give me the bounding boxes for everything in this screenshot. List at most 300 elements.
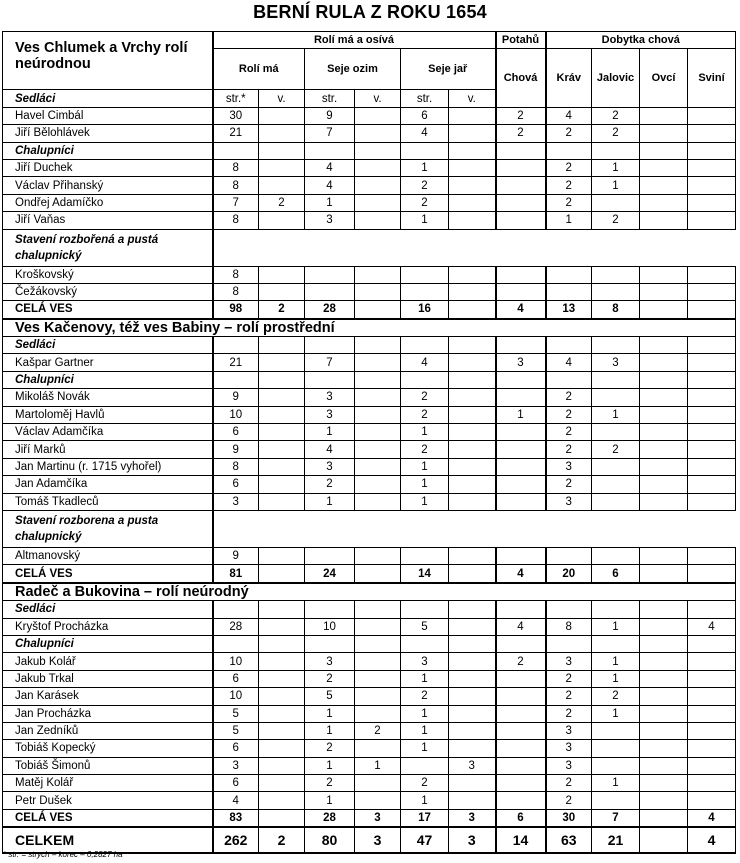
cell-value: 28: [305, 809, 355, 827]
cell-value: 7: [592, 809, 640, 827]
cell-value: [449, 177, 496, 194]
row-name: CELÁ VES: [3, 301, 213, 319]
row-name: Altmanovský: [3, 547, 213, 564]
cell-value: [259, 424, 305, 441]
group-header-potahu: Potahů: [496, 32, 546, 49]
cell-value: 30: [213, 107, 259, 124]
cell-value: 6: [213, 670, 259, 687]
cell-value: [496, 389, 546, 406]
cell-value: 6: [213, 476, 259, 493]
section-label: Sedláci: [3, 90, 213, 107]
village-heading: Radeč a Bukovina – rolí neúrodný: [3, 583, 736, 601]
empty-cell: [688, 142, 736, 159]
empty-cell: [592, 229, 640, 266]
cell-value: [592, 493, 640, 510]
section-label-row: [3, 510, 736, 547]
cell-value: 3: [401, 653, 449, 670]
section-label-row: [3, 371, 736, 388]
empty-cell: [592, 337, 640, 354]
cell-value: [305, 547, 355, 564]
cell-value: [259, 618, 305, 635]
table-row: [3, 670, 736, 687]
cell-value: 10: [213, 688, 259, 705]
tax-register-table: [2, 31, 736, 854]
cell-value: 4: [688, 809, 736, 827]
empty-cell: [496, 229, 546, 266]
cell-value: [449, 792, 496, 809]
cell-value: [688, 653, 736, 670]
cell-value: [640, 406, 688, 423]
cell-value: [449, 266, 496, 283]
cell-value: 1: [401, 740, 449, 757]
empty-cell: [546, 371, 592, 388]
cell-value: [640, 775, 688, 792]
cell-value: [355, 618, 401, 635]
table-row: [3, 125, 736, 142]
cell-value: 1: [401, 792, 449, 809]
table-row: [3, 389, 736, 406]
cell-value: [496, 283, 546, 300]
cell-value: [449, 125, 496, 142]
cell-value: [449, 688, 496, 705]
empty-cell: [546, 337, 592, 354]
cell-value: 98: [213, 301, 259, 319]
cell-value: [355, 792, 401, 809]
cell-value: [496, 194, 546, 211]
unit-header: str.: [401, 90, 449, 107]
cell-value: [496, 441, 546, 458]
cell-value: 2: [259, 301, 305, 319]
cell-value: 4: [401, 125, 449, 142]
empty-cell: [213, 337, 259, 354]
row-name: Jan Karásek: [3, 688, 213, 705]
row-name: Jiří Bělohlávek: [3, 125, 213, 142]
cell-value: [355, 107, 401, 124]
cell-value: 2: [546, 670, 592, 687]
cell-value: 5: [401, 618, 449, 635]
cell-value: 3: [213, 757, 259, 774]
cell-value: [592, 757, 640, 774]
empty-cell: [259, 510, 305, 547]
group-header-dobytka: Dobytka chová: [546, 32, 736, 49]
cell-value: [259, 177, 305, 194]
unit-header: str.*: [213, 90, 259, 107]
cell-value: [449, 493, 496, 510]
cell-value: 2: [401, 775, 449, 792]
cell-value: [355, 547, 401, 564]
unit-header: str.: [305, 90, 355, 107]
cell-value: 2: [592, 107, 640, 124]
cell-value: [449, 441, 496, 458]
row-name: Václav Přihanský: [3, 177, 213, 194]
cell-value: [355, 212, 401, 229]
cell-value: 2: [546, 792, 592, 809]
cell-value: 4: [213, 792, 259, 809]
cell-value: 1: [592, 159, 640, 176]
cell-value: 28: [213, 618, 259, 635]
cell-value: [355, 670, 401, 687]
empty-cell: [305, 142, 355, 159]
cell-value: [355, 441, 401, 458]
cell-value: [496, 775, 546, 792]
empty-cell: [355, 601, 401, 618]
section-label: Chalupníci: [3, 142, 213, 159]
cell-value: 4: [305, 441, 355, 458]
section-label: Stavení rozborena a pusta chalupnický: [3, 510, 213, 547]
cell-value: 6: [213, 424, 259, 441]
row-name: Matěj Kolář: [3, 775, 213, 792]
cell-value: [449, 653, 496, 670]
cell-value: 14: [496, 827, 546, 853]
cell-value: 1: [401, 424, 449, 441]
cell-value: 2: [401, 194, 449, 211]
cell-value: 2: [546, 194, 592, 211]
empty-cell: [449, 142, 496, 159]
cell-value: 2: [592, 441, 640, 458]
cell-value: 1: [305, 757, 355, 774]
cell-value: [496, 757, 546, 774]
empty-cell: [688, 635, 736, 652]
cell-value: [496, 177, 546, 194]
cell-value: 4: [688, 827, 736, 853]
table-row: [3, 354, 736, 371]
cell-value: [688, 757, 736, 774]
cell-value: 3: [449, 827, 496, 853]
empty-cell: [259, 229, 305, 266]
empty-cell: [259, 371, 305, 388]
empty-cell: [259, 337, 305, 354]
cell-value: [449, 301, 496, 319]
cell-value: [640, 827, 688, 853]
empty-cell: [640, 635, 688, 652]
table-row: [3, 177, 736, 194]
cell-value: 3: [305, 458, 355, 475]
cell-value: [259, 212, 305, 229]
empty-cell: [355, 635, 401, 652]
cell-value: 1: [401, 705, 449, 722]
cell-value: 3: [305, 406, 355, 423]
cell-value: [688, 775, 736, 792]
cell-value: [640, 670, 688, 687]
header-svini: Sviní: [688, 49, 736, 107]
cell-value: 1: [401, 458, 449, 475]
empty-cell: [688, 510, 736, 547]
cell-value: 2: [546, 406, 592, 423]
empty-cell: [688, 337, 736, 354]
cell-value: 2: [305, 740, 355, 757]
empty-cell: [546, 635, 592, 652]
empty-cell: [546, 142, 592, 159]
village-heading-row: [3, 583, 736, 601]
cell-value: 3: [449, 809, 496, 827]
cell-value: 2: [496, 125, 546, 142]
cell-value: [640, 125, 688, 142]
section-label: Sedláci: [3, 601, 213, 618]
cell-value: 2: [546, 424, 592, 441]
cell-value: [592, 266, 640, 283]
cell-value: [640, 493, 688, 510]
table-row: [3, 757, 736, 774]
cell-value: [355, 705, 401, 722]
cell-value: 3: [305, 653, 355, 670]
cell-value: [355, 406, 401, 423]
cell-value: [496, 159, 546, 176]
section-label-row: [3, 229, 736, 266]
cell-value: 1: [496, 406, 546, 423]
cell-value: 1: [592, 775, 640, 792]
cell-value: 2: [496, 107, 546, 124]
table-row: [3, 722, 736, 739]
empty-cell: [213, 635, 259, 652]
empty-cell: [496, 635, 546, 652]
cell-value: [592, 740, 640, 757]
cell-value: [355, 283, 401, 300]
cell-value: [259, 493, 305, 510]
row-name: Havel Cimbál: [3, 107, 213, 124]
empty-cell: [213, 601, 259, 618]
empty-cell: [401, 229, 449, 266]
empty-cell: [355, 510, 401, 547]
cell-value: [355, 194, 401, 211]
cell-value: [355, 565, 401, 583]
cell-value: [259, 159, 305, 176]
cell-value: [496, 547, 546, 564]
cell-value: [496, 722, 546, 739]
empty-cell: [640, 337, 688, 354]
cell-value: 4: [496, 301, 546, 319]
empty-cell: [305, 510, 355, 547]
empty-cell: [305, 635, 355, 652]
section-label: Chalupníci: [3, 371, 213, 388]
cell-value: 8: [213, 177, 259, 194]
row-name: Jan Adamčíka: [3, 476, 213, 493]
cell-value: [688, 688, 736, 705]
row-name: CELÁ VES: [3, 565, 213, 583]
cell-value: [640, 159, 688, 176]
empty-cell: [496, 337, 546, 354]
cell-value: [640, 389, 688, 406]
table-row: [3, 424, 736, 441]
empty-cell: [355, 371, 401, 388]
cell-value: [688, 354, 736, 371]
row-name: Tomáš Tkadleců: [3, 493, 213, 510]
cell-value: 1: [305, 705, 355, 722]
empty-cell: [355, 142, 401, 159]
cell-value: [449, 107, 496, 124]
row-name: Jiří Duchek: [3, 159, 213, 176]
cell-value: 2: [546, 389, 592, 406]
empty-cell: [449, 601, 496, 618]
cell-value: [355, 424, 401, 441]
section-label-row: [3, 635, 736, 652]
cell-value: 1: [401, 476, 449, 493]
cell-value: 3: [355, 827, 401, 853]
cell-value: [592, 194, 640, 211]
section-label: Chalupníci: [3, 635, 213, 652]
empty-cell: [449, 635, 496, 652]
table-row: [3, 493, 736, 510]
cell-value: 21: [213, 354, 259, 371]
cell-value: 262: [213, 827, 259, 853]
cell-value: 4: [305, 159, 355, 176]
village-heading-row: [3, 319, 736, 337]
cell-value: [355, 389, 401, 406]
cell-value: [640, 283, 688, 300]
header-chova: Chová: [496, 49, 546, 107]
empty-cell: [401, 142, 449, 159]
cell-value: 2: [546, 159, 592, 176]
cell-value: 3: [546, 493, 592, 510]
cell-value: 3: [213, 493, 259, 510]
row-name: Jan Martinu (r. 1715 vyhořel): [3, 458, 213, 475]
cell-value: [259, 670, 305, 687]
table-row: [3, 441, 736, 458]
cell-value: 1: [401, 670, 449, 687]
cell-value: 1: [592, 705, 640, 722]
cell-value: [259, 354, 305, 371]
cell-value: 4: [401, 354, 449, 371]
row-name: Jan Zedníků: [3, 722, 213, 739]
cell-value: [449, 354, 496, 371]
cell-value: 6: [213, 740, 259, 757]
row-name: Mikoláš Novák: [3, 389, 213, 406]
village-total-row: [3, 809, 736, 827]
cell-value: 81: [213, 565, 259, 583]
cell-value: 2: [546, 775, 592, 792]
cell-value: 1: [546, 212, 592, 229]
cell-value: 1: [592, 177, 640, 194]
cell-value: [449, 389, 496, 406]
cell-value: 21: [213, 125, 259, 142]
cell-value: 4: [496, 565, 546, 583]
cell-value: [640, 458, 688, 475]
cell-value: [401, 283, 449, 300]
cell-value: [496, 740, 546, 757]
cell-value: [640, 266, 688, 283]
cell-value: 1: [305, 424, 355, 441]
cell-value: [688, 194, 736, 211]
cell-value: 1: [305, 722, 355, 739]
cell-value: 10: [305, 618, 355, 635]
cell-value: 63: [546, 827, 592, 853]
cell-value: [259, 283, 305, 300]
cell-value: [449, 159, 496, 176]
cell-value: 1: [592, 406, 640, 423]
cell-value: 13: [546, 301, 592, 319]
header-seje-jar: Seje jař: [401, 49, 496, 90]
empty-cell: [401, 601, 449, 618]
cell-value: [305, 283, 355, 300]
cell-value: 24: [305, 565, 355, 583]
cell-value: 3: [496, 354, 546, 371]
table-row: [3, 688, 736, 705]
empty-cell: [305, 601, 355, 618]
cell-value: [688, 792, 736, 809]
section-label: Sedláci: [3, 337, 213, 354]
cell-value: [259, 653, 305, 670]
cell-value: [496, 476, 546, 493]
cell-value: [259, 125, 305, 142]
cell-value: [640, 722, 688, 739]
cell-value: 1: [592, 653, 640, 670]
row-name: Jakub Trkal: [3, 670, 213, 687]
cell-value: 17: [401, 809, 449, 827]
cell-value: [640, 809, 688, 827]
empty-cell: [546, 510, 592, 547]
cell-value: 2: [546, 688, 592, 705]
cell-value: 3: [355, 809, 401, 827]
cell-value: 2: [401, 688, 449, 705]
cell-value: [592, 458, 640, 475]
village-heading: Ves Kačenovy, též ves Babiny – rolí prostřední: [3, 319, 736, 337]
cell-value: [640, 441, 688, 458]
table-row: [3, 107, 736, 124]
cell-value: [640, 653, 688, 670]
cell-value: [259, 722, 305, 739]
empty-cell: [449, 337, 496, 354]
cell-value: [546, 266, 592, 283]
empty-cell: [640, 510, 688, 547]
cell-value: [355, 688, 401, 705]
empty-cell: [259, 142, 305, 159]
cell-value: 2: [546, 705, 592, 722]
empty-cell: [449, 510, 496, 547]
cell-value: 2: [401, 177, 449, 194]
header-krav: Kráv: [546, 49, 592, 107]
cell-value: 20: [546, 565, 592, 583]
cell-value: [401, 266, 449, 283]
cell-value: [688, 722, 736, 739]
cell-value: [592, 476, 640, 493]
cell-value: [640, 740, 688, 757]
cell-value: [259, 705, 305, 722]
cell-value: 1: [592, 618, 640, 635]
cell-value: 2: [496, 653, 546, 670]
cell-value: 4: [496, 618, 546, 635]
cell-value: [496, 212, 546, 229]
row-name: Čežákovský: [3, 283, 213, 300]
cell-value: 1: [401, 493, 449, 510]
cell-value: [640, 212, 688, 229]
cell-value: 2: [592, 688, 640, 705]
cell-value: [355, 653, 401, 670]
table-row: [3, 740, 736, 757]
cell-value: [259, 406, 305, 423]
empty-cell: [401, 510, 449, 547]
empty-cell: [592, 371, 640, 388]
section-label-row: [3, 601, 736, 618]
empty-cell: [688, 371, 736, 388]
village-total-row: [3, 565, 736, 583]
cell-value: [259, 775, 305, 792]
cell-value: [305, 266, 355, 283]
cell-value: 10: [213, 653, 259, 670]
cell-value: 8: [213, 212, 259, 229]
empty-cell: [305, 229, 355, 266]
village-total-row: [3, 301, 736, 319]
cell-value: 6: [401, 107, 449, 124]
cell-value: 5: [213, 722, 259, 739]
cell-value: [688, 159, 736, 176]
cell-value: [401, 757, 449, 774]
cell-value: 2: [546, 177, 592, 194]
cell-value: [355, 301, 401, 319]
cell-value: [259, 476, 305, 493]
cell-value: 7: [305, 125, 355, 142]
cell-value: [688, 301, 736, 319]
cell-value: 4: [546, 354, 592, 371]
cell-value: 8: [213, 266, 259, 283]
